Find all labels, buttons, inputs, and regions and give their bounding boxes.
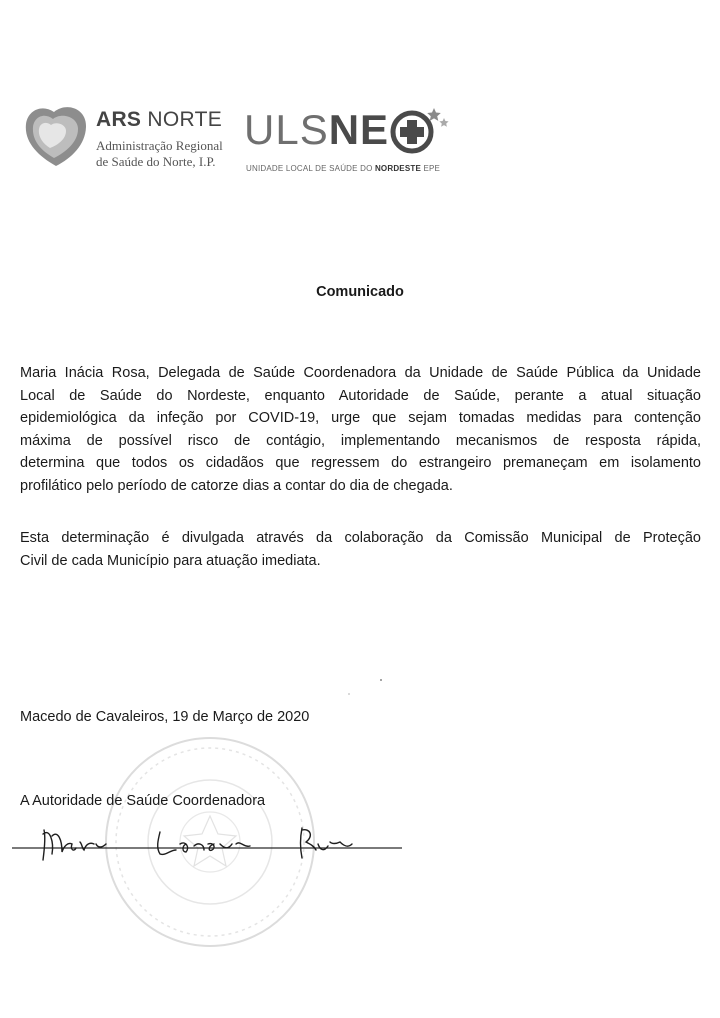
ars-logo-title: ARS NORTE — [96, 108, 223, 131]
ulsne-cross-icon — [390, 104, 450, 156]
document-title: Comunicado — [316, 284, 404, 300]
paragraph-line: determina que todos os cidadãos que regressem do estrangeiro premaneçam em isolamento — [20, 455, 701, 472]
paragraph-line: Civil de cada Município para atuação imediata. — [20, 552, 321, 569]
scan-speck — [380, 679, 382, 681]
place-and-date: Macedo de Cavaleiros, 19 de Março de 2020 — [20, 709, 310, 725]
ulsne-logo — [244, 98, 464, 178]
signatory-title: A Autoridade de Saúde Coordenadora — [20, 793, 266, 809]
paragraph-dissemination — [20, 527, 701, 572]
paragraph-main — [20, 362, 701, 498]
paragraph-line: epidemiológica da infeção por COVID-19, urge que sejam tomadas medidas para contenção — [20, 410, 701, 427]
paragraph-line: Maria Inácia Rosa, Delegada de Saúde Coordenadora da Unidade de Saúde Pública da Unidade — [20, 365, 701, 381]
ars-norte-logo — [20, 98, 240, 178]
paragraph-line: profilático pelo período de catorze dias a contar do dia de chegada. — [20, 477, 453, 494]
ulsne-tagline: UNIDADE LOCAL DE SAÚDE DO NORDESTE EPE — [246, 164, 441, 173]
paragraph-line: Esta determinação é divulgada através da colaboração da Comissão Municipal de Proteção — [20, 530, 701, 546]
ars-logo-subtitle-line2: de Saúde do Norte, I.P. — [96, 154, 216, 169]
paragraph-line: máxima de possível risco de contágio, implementando mecanismos de resposta rápida, — [20, 432, 701, 449]
ulsne-wordmark: ULSNE — [244, 106, 390, 153]
ars-heart-icon — [20, 100, 92, 172]
scan-speck — [348, 693, 350, 695]
paragraph-line: Local de Saúde do Nordeste, enquanto Autoridade de Saúde, perante a atual situação — [20, 387, 701, 404]
handwritten-signature — [10, 814, 410, 870]
ars-logo-subtitle-line1: Administração Regional — [96, 138, 223, 153]
